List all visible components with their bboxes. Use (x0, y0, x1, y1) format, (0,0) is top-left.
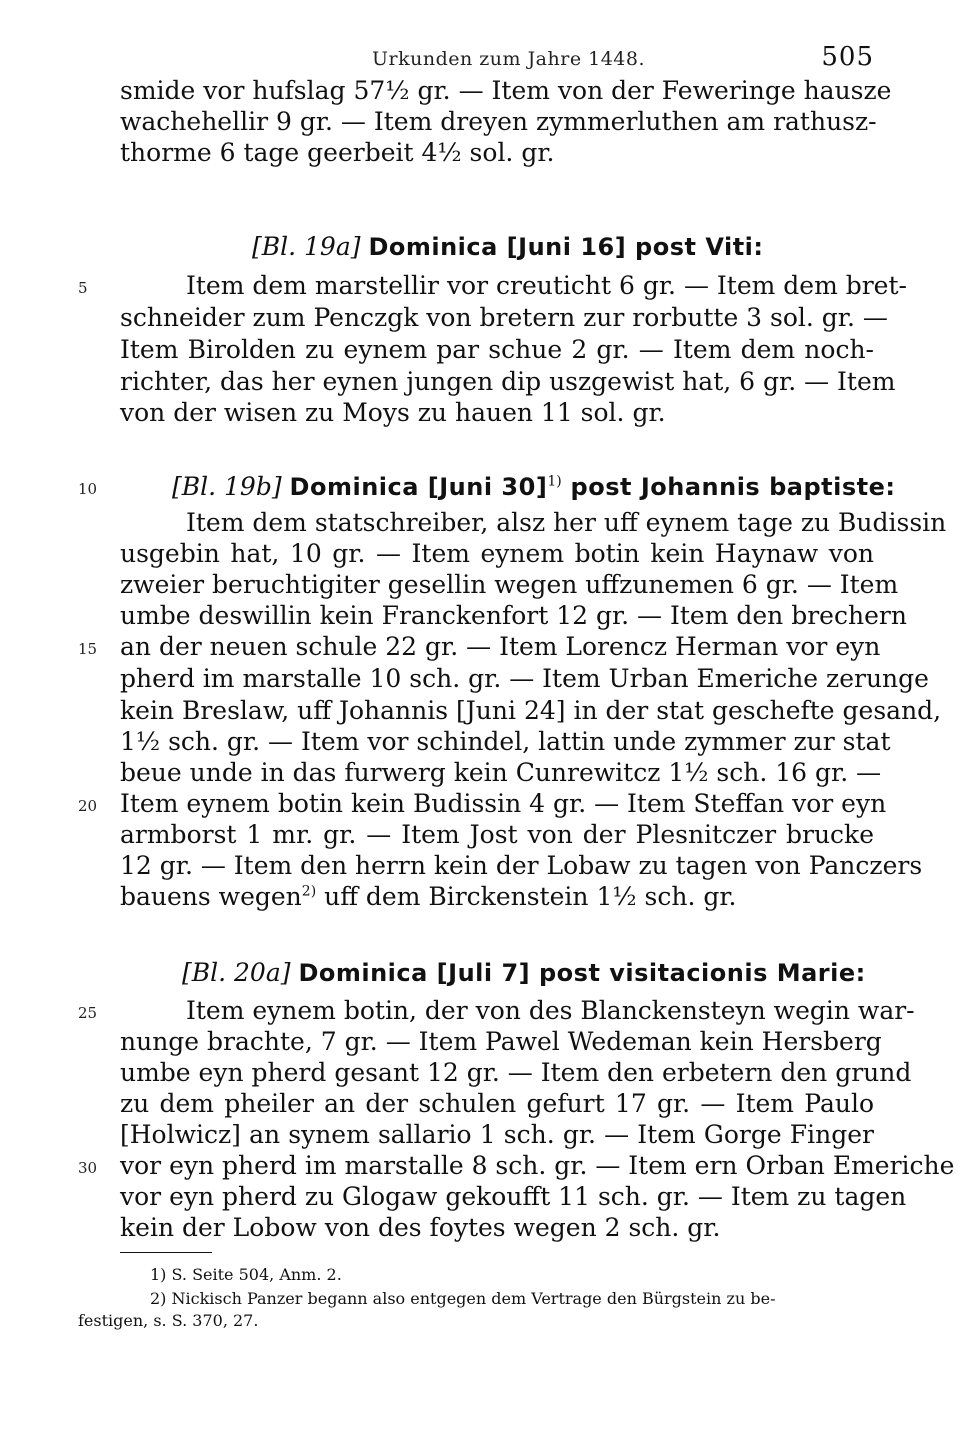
footnote (150, 1288, 874, 1310)
footnote-text: S. Seite 504, Anm. 2. (166, 1265, 342, 1284)
heading-text: Dominica [Juni 16] post Viti: (368, 233, 764, 261)
footnote-ref: 1) (547, 473, 562, 490)
text-line: zweier beruchtigiter gesellin wegen uffzunemen 6 gr. — Item (120, 570, 899, 599)
footnote-mark: 1) (150, 1265, 167, 1284)
header-title: Urkunden zum Jahre 1448. (372, 48, 646, 70)
text-line: armborst 1 mr. gr. — Item Jost von der Plesnitczer brucke (120, 820, 874, 849)
text-line: umbe deswillin kein Franckenfort 12 gr. — Item den brechern (120, 601, 907, 630)
text-line: Item dem marstellir vor creuticht 6 gr. — Item dem bret- (186, 271, 907, 300)
text-line: nunge brachte, 7 gr. — Item Pawel Wedeman kein Hersberg (120, 1027, 882, 1056)
text-line: smide vor hufslag 57½ gr. — Item von der Feweringe hausze (120, 76, 892, 105)
text-line: pherd im marstalle 10 sch. gr. — Item Urban Emeriche zerunge (120, 664, 929, 693)
footnote-ref: 2) (301, 883, 317, 900)
text-line: vor eyn pherd zu Glogaw gekoufft 11 sch. gr. — Item zu tagen (120, 1182, 907, 1211)
line-number: 5 (78, 279, 88, 297)
folio-ref: [Bl. 19b] (172, 472, 282, 501)
section-heading (172, 472, 895, 502)
folio-ref: [Bl. 20a] (182, 958, 291, 987)
footnote-text: Nickisch Panzer begann also entgegen dem Vertrage den Bürgstein zu be- (166, 1289, 776, 1308)
line-number: 15 (78, 640, 98, 658)
text-line: thorme 6 tage geerbeit 4½ sol. gr. (120, 138, 555, 167)
heading-text: Dominica [Juni 30] (289, 473, 548, 501)
line-number: 25 (78, 1004, 98, 1022)
running-header (0, 42, 960, 78)
text-line: beue unde in das furwerg kein Cunrewitcz 1½ sch. 16 gr. — (120, 758, 882, 787)
text-line: schneider zum Penczgk von bretern zur rorbutte 3 sol. gr. — (120, 303, 888, 332)
text-line: kein der Lobow von des foytes wegen 2 sch. gr. (120, 1213, 721, 1242)
text-line: Item eynem botin, der von des Blanckensteyn wegin war- (186, 996, 915, 1025)
text-line: zu dem pheiler an der schulen gefurt 17 gr. — Item Paulo (120, 1089, 874, 1118)
heading-text: Dominica [Juli 7] post visitacionis Marie: (298, 959, 866, 987)
text-line: an der neuen schule 22 gr. — Item Lorencz Herman vor eyn (120, 632, 881, 661)
text-line: Item dem statschreiber, alsz her uff eynem tage zu Budissin (186, 508, 947, 537)
heading-text-tail: post Johannis baptiste: (561, 473, 896, 501)
text-line: wachehellir 9 gr. — Item dreyen zymmerluthen am rathusz- (120, 107, 877, 136)
page-number: 505 (821, 42, 874, 72)
footnote-mark: 2) (150, 1289, 167, 1308)
line-number: 30 (78, 1159, 98, 1177)
text-line: usgebin hat, 10 gr. — Item eynem botin kein Haynaw von (120, 539, 874, 568)
text-line: 12 gr. — Item den herrn kein der Lobaw zu tagen von Panczers (120, 851, 923, 880)
footnote-text: festigen, s. S. 370, 27. (78, 1311, 259, 1330)
text-line: vor eyn pherd im marstalle 8 sch. gr. — Item ern Orban Emeriche (120, 1151, 955, 1180)
text-line: Item eynem botin kein Budissin 4 gr. — Item Steffan vor eyn (120, 789, 887, 818)
footnote-rule (120, 1252, 212, 1253)
section-heading (182, 958, 866, 988)
footnote-continuation (78, 1310, 832, 1332)
line-number: 10 (78, 480, 98, 498)
text-line: 1½ sch. gr. — Item vor schindel, lattin unde zymmer zur stat (120, 727, 891, 756)
text-line: [Holwicz] an synem sallario 1 sch. gr. — Item Gorge Finger (120, 1120, 874, 1149)
folio-ref: [Bl. 19a] (252, 232, 361, 261)
text-line: umbe eyn pherd gesant 12 gr. — Item den erbetern den grund (120, 1058, 912, 1087)
text-line: von der wisen zu Moys zu hauen 11 sol. gr. (120, 398, 666, 427)
text-fragment: bauens wegen (120, 882, 302, 911)
section-heading (252, 232, 764, 262)
text-line: richter, das her eynen jungen dip uszgewist hat, 6 gr. — Item (120, 367, 896, 396)
line-number: 20 (78, 797, 98, 815)
text-line: Item Birolden zu eynem par schue 2 gr. — Item dem noch- (120, 335, 874, 364)
text-line: kein Breslaw, uff Johannis [Juni 24] in der stat geschefte gesand, (120, 696, 942, 725)
text-fragment: uff dem Birckenstein 1½ sch. gr. (316, 882, 737, 911)
footnote (150, 1264, 874, 1286)
text-line (120, 882, 874, 912)
